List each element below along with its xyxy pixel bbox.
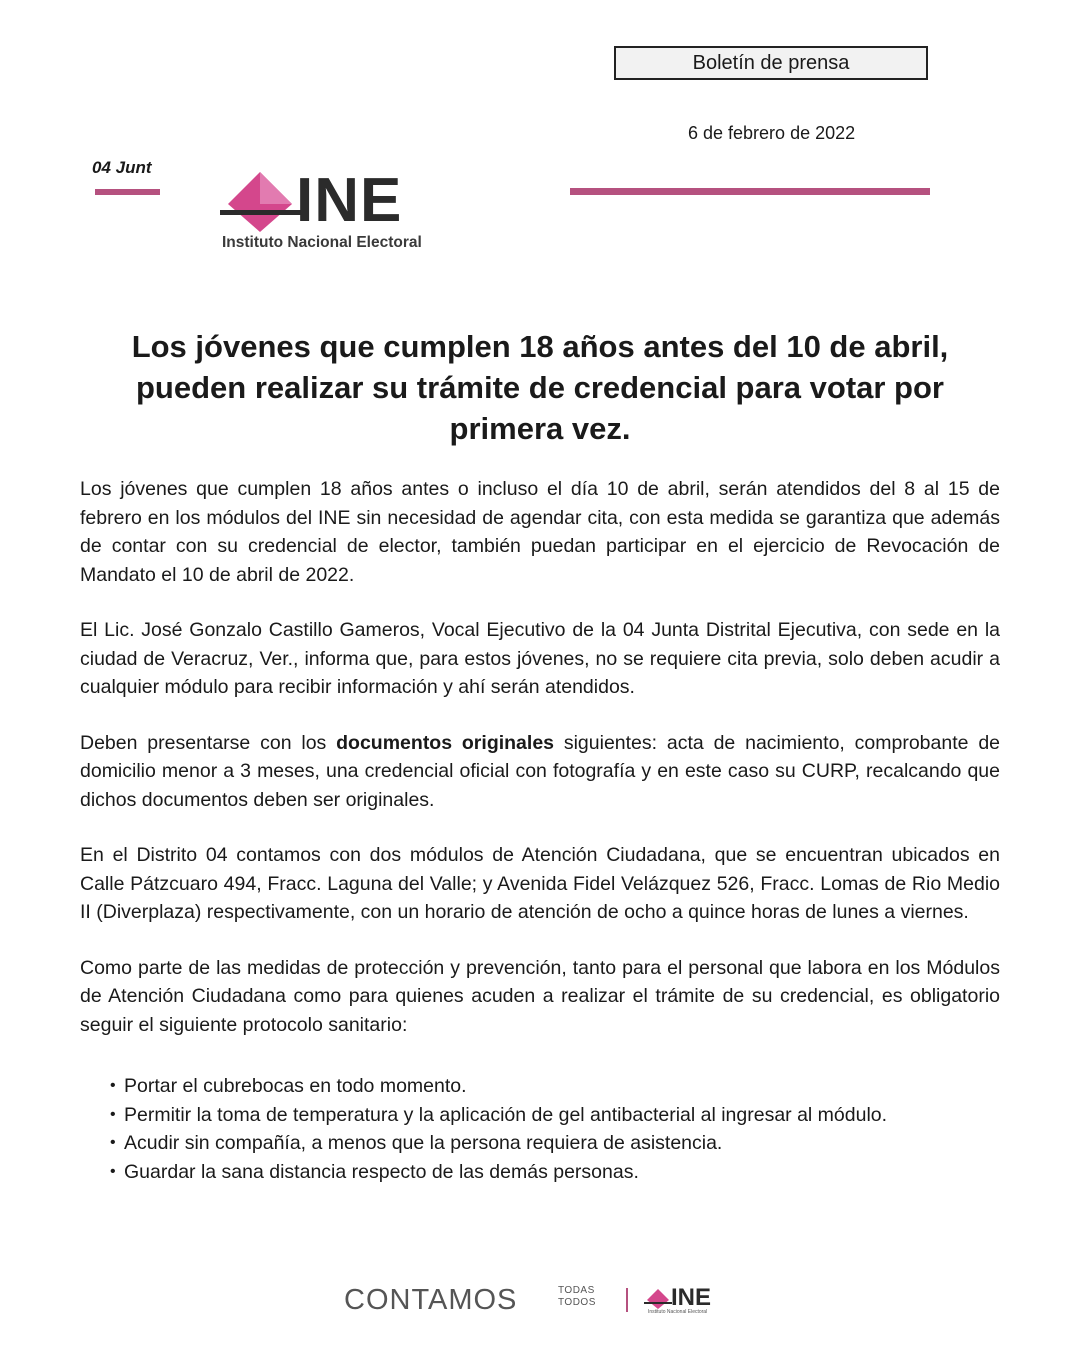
- todos-text: TODOS: [558, 1297, 596, 1308]
- footer-separator: [626, 1288, 628, 1312]
- list-item: • Guardar la sana distancia respecto de las demás personas.: [110, 1158, 1000, 1187]
- accent-bar-left: [95, 189, 160, 195]
- press-bulletin-badge: Boletín de prensa: [614, 46, 928, 80]
- ballot-box-icon: [220, 172, 302, 232]
- ine-footer-subtitle: Instituto Nacional Electoral: [648, 1309, 708, 1315]
- article-body: [80, 475, 1000, 1186]
- paragraph-3-start: Deben presentarse con los: [80, 731, 337, 754]
- footer-logos: [344, 1282, 744, 1318]
- paragraph-3: [80, 729, 1000, 815]
- paragraph-2: El Lic. José Gonzalo Castillo Gameros, Vocal Ejecutivo de la 04 Junta Distrital Ejecutiva, con sede en la ciudad de Veracruz, Ver., informa que, para estos jóvenes, no se requiere cita previa, solo deben acudir a cualquier módulo para recibir información y ahí serán atendidos.: [80, 619, 1000, 698]
- contamos-wordmark: CONTAMOS: [344, 1284, 518, 1316]
- list-item: • Portar el cubrebocas en todo momento.: [110, 1072, 1000, 1101]
- paragraph-3-bold: documentos originales: [336, 731, 555, 754]
- paragraph-3-end: siguientes: acta de nacimiento, comprobante de domicilio menor a 3 meses, una credencial oficial con fotografía y en este caso su CURP, recalcando que dichos documentos deben ser originales.: [80, 731, 1001, 811]
- paragraph-4: En el Distrito 04 contamos con dos módulos de Atención Ciudadana, que se encuentran ubicados en Calle Pátzcuaro 494, Fracc. Laguna del Valle; y Avenida Fidel Velázquez 526, Fracc. Lomas de Rio Medio II (Diverplaza) respectivamente, con un horario de atención de ocho a quince horas de lunes a viernes.: [80, 844, 1000, 923]
- list-item: • Acudir sin compañía, a menos que la persona requiera de asistencia.: [110, 1129, 1000, 1158]
- todas-text: TODAS: [558, 1285, 595, 1296]
- paragraph-5: Como parte de las medidas de protección y prevención, tanto para el personal que labora en los Módulos de Atención Ciudadana como para quienes acuden a realizar el trámite de su credencial, es obligatorio seguir el siguiente protocolo sanitario:: [80, 956, 1000, 1036]
- sanitary-protocol-list: [80, 1072, 1000, 1186]
- junta-label: 04 Junt: [92, 158, 152, 177]
- publication-date: 6 de febrero de 2022: [688, 123, 856, 143]
- ine-logo-subtitle: Instituto Nacional Electoral: [222, 234, 422, 251]
- list-item: • Permitir la toma de temperatura y la aplicación de gel antibacterial al ingresar al módulo.: [110, 1101, 1000, 1130]
- contamos-small-text: [558, 1285, 596, 1309]
- ballot-box-icon: [644, 1289, 672, 1309]
- ine-footer-wordmark: INE: [671, 1284, 712, 1311]
- paragraph-1: Los jóvenes que cumplen 18 años antes o incluso el día 10 de abril, serán atendidos del 8 al 15 de febrero en los módulos del INE sin necesidad de agendar cita, con esta medida se garantiza que además de contar con su credencial de elector, también puedan participar en el ejercicio de Revocación de Mandato el 10 de abril de 2022.: [80, 478, 1000, 586]
- ine-wordmark: INE: [296, 166, 403, 235]
- headline: Los jóvenes que cumplen 18 años antes del 10 de abril, pueden realizar su trámite de credencial para votar por primera vez.: [131, 329, 949, 446]
- accent-bar-right: [570, 188, 930, 195]
